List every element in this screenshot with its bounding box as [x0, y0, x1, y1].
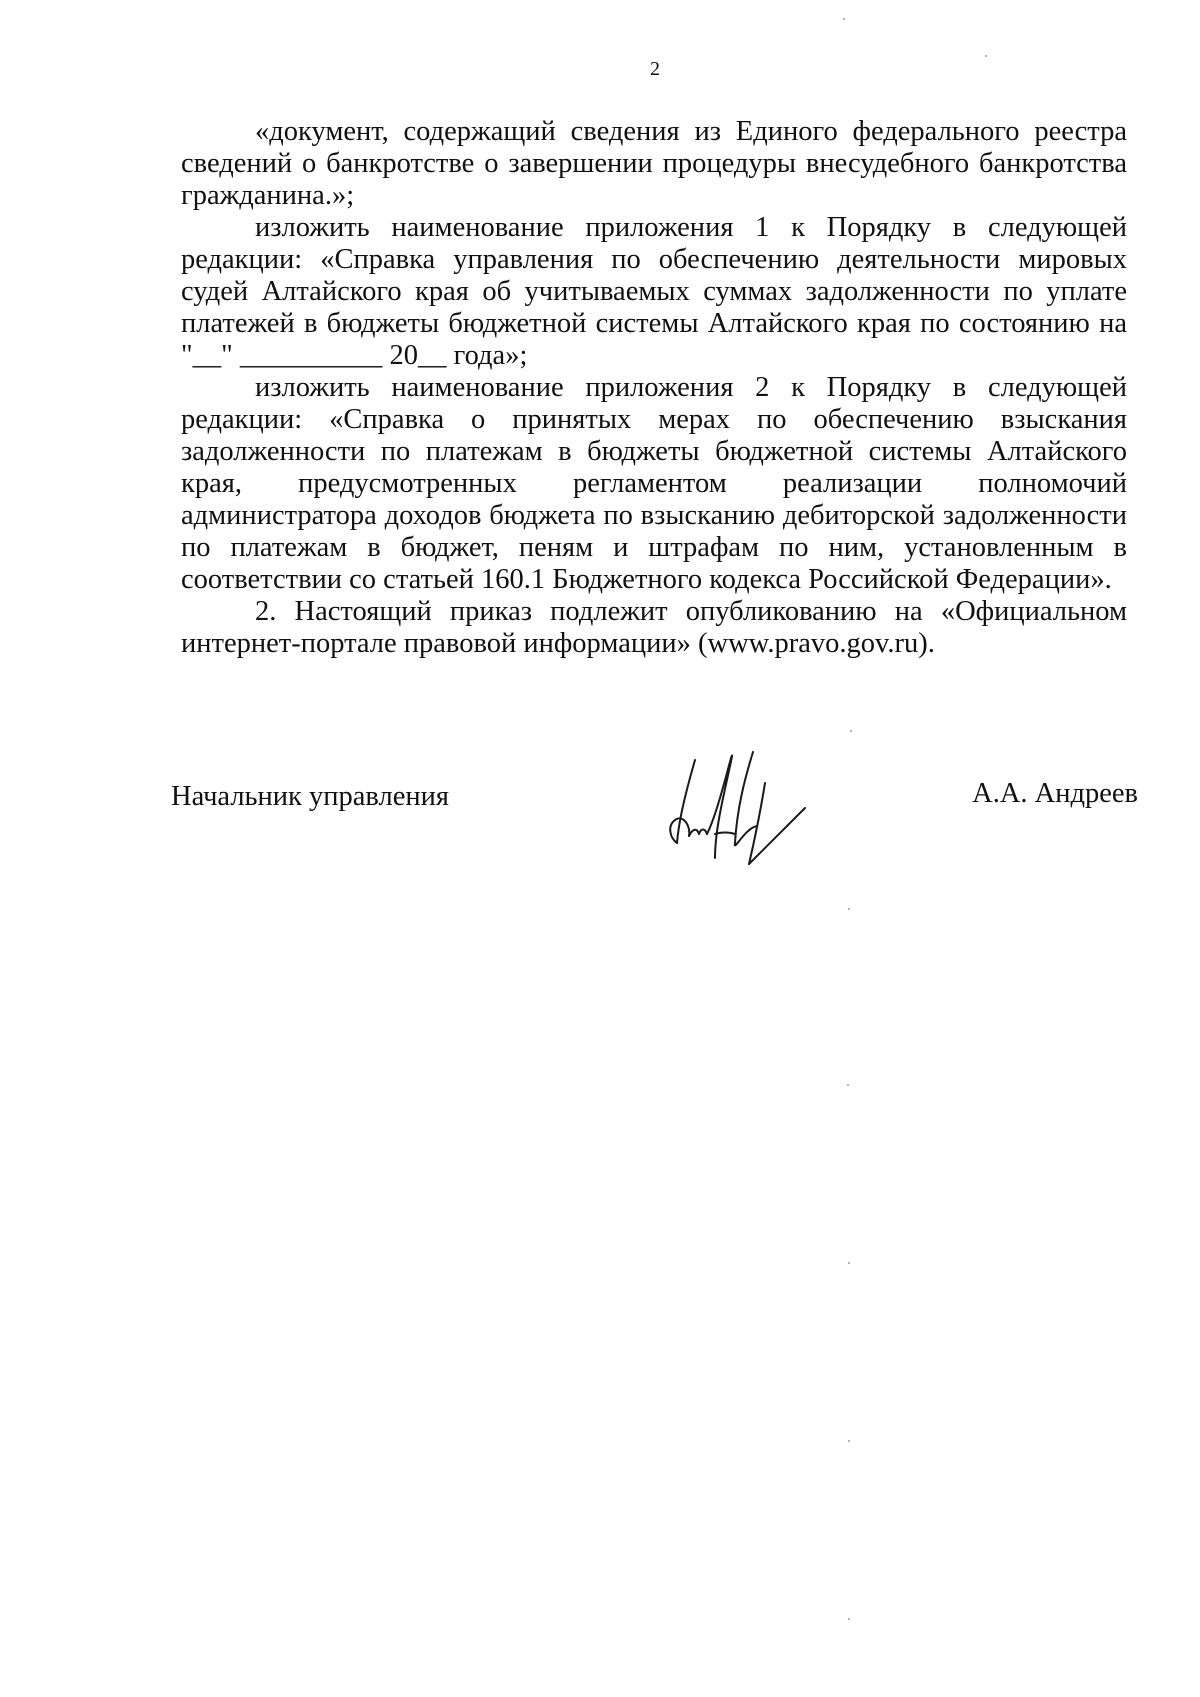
- paragraph-4: 2. Настоящий приказ подлежит опубликованию на «Официальном интернет-портале правовой информации» (www.pravo.gov.ru).: [181, 596, 1127, 659]
- scan-speck: [847, 1084, 849, 1086]
- paragraph-3: изложить наименование приложения 2 к Порядку в следующей редакции: «Справка о принятых мерах по обеспечению взыскания задолженности по платежам в бюджеты бюджетной системы Алтайского края, предусмотренных регламентом реализации полномочий администратора доходов бюджета по взысканию дебиторской задолженности по платежам в бюджет, пеням и штрафам по ним, установленным в соответствии со статьей 160.1 Бюджетного кодекса Российской Федерации».: [181, 372, 1127, 595]
- scan-speck: [843, 18, 845, 20]
- scan-speck: [848, 908, 850, 910]
- handwritten-signature: [665, 748, 815, 878]
- paragraph-2: изложить наименование приложения 1 к Порядку в следующей редакции: «Справка управления по обеспечению деятельности мировых судей Алтайского края об учитываемых суммах задолженности по уплате платежей в бюджеты бюджетной системы Алтайского края по состоянию на "__" __________ 20__ года»;: [181, 212, 1127, 371]
- scan-speck: [848, 1618, 850, 1620]
- paragraph-1: «документ, содержащий сведения из Единого федерального реестра сведений о банкротстве о завершении процедуры внесудебного банкротства гражданина.»;: [181, 116, 1127, 211]
- document-body: [181, 116, 1127, 660]
- scan-speck: [848, 1262, 850, 1264]
- scan-speck: [848, 1440, 850, 1442]
- scan-speck: [850, 730, 852, 732]
- scan-speck: [985, 55, 987, 57]
- signer-position-title: Начальник управления: [171, 781, 449, 812]
- signer-name: А.А. Андреев: [972, 778, 1138, 809]
- page-number: 2: [650, 58, 660, 80]
